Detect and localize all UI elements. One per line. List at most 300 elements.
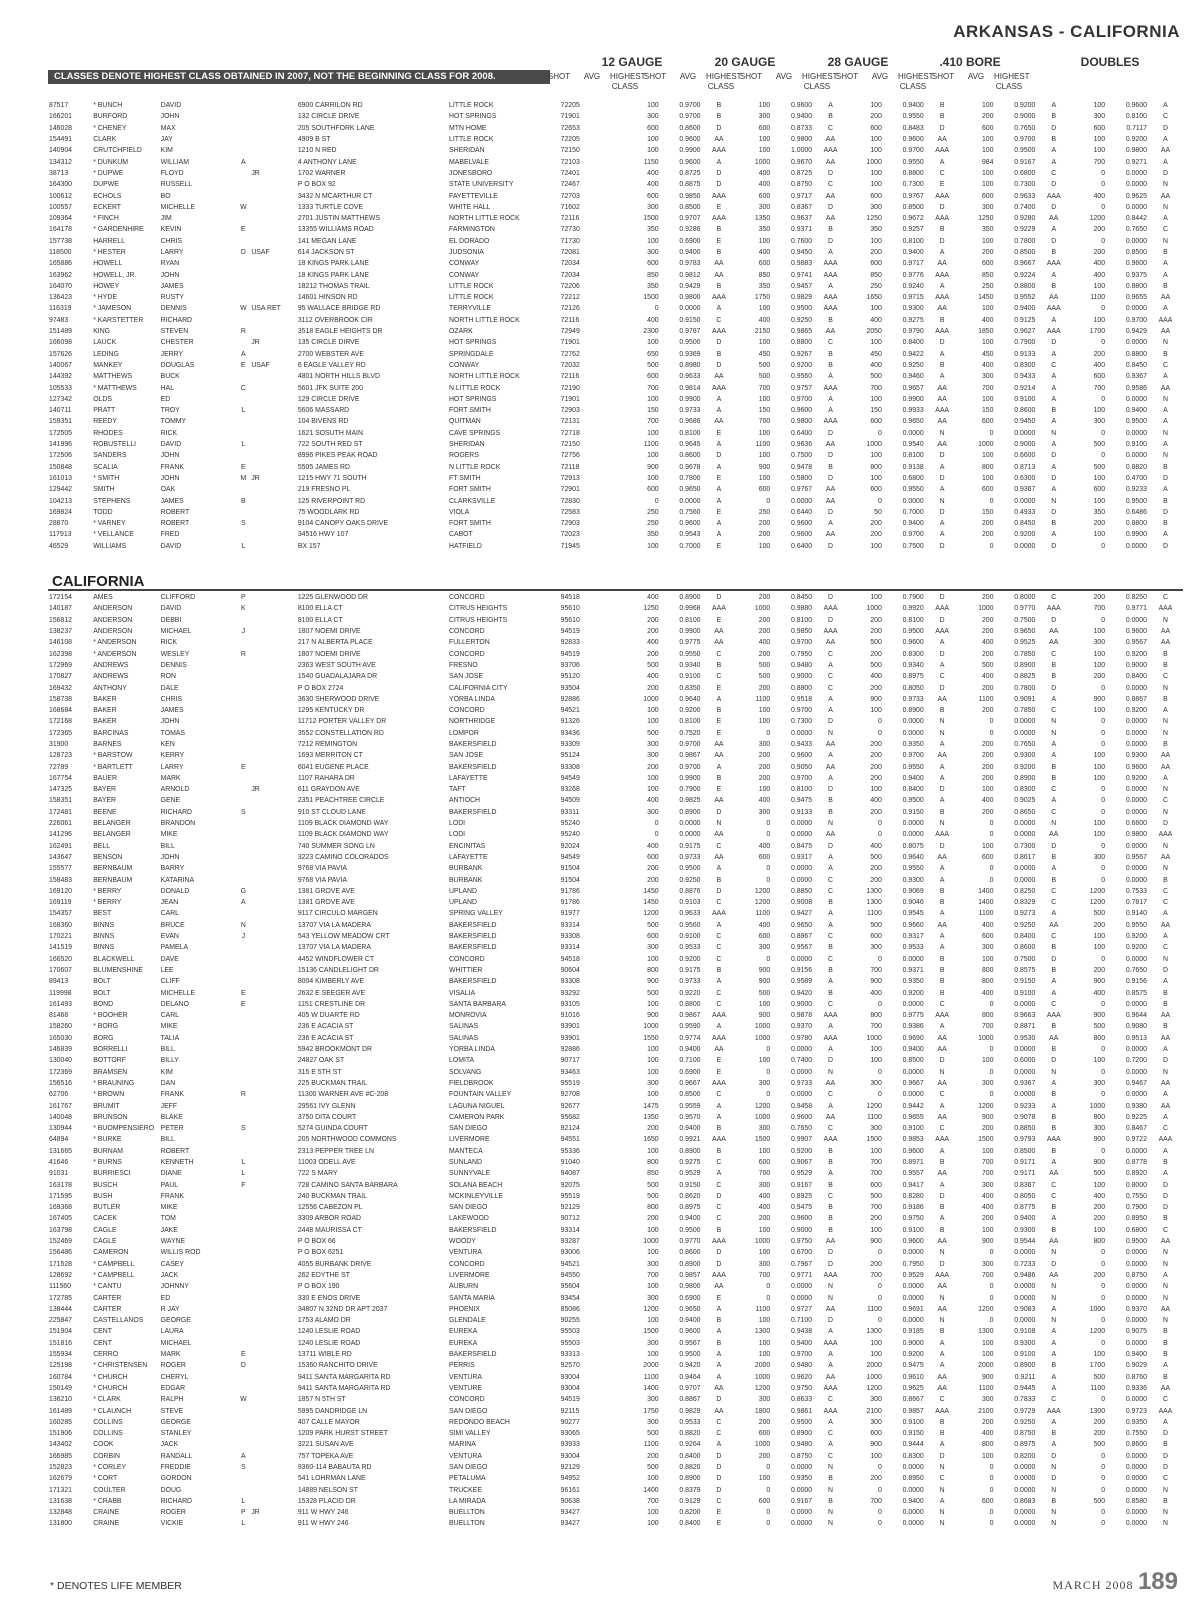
suffix: [250, 694, 297, 705]
shot-28: 0: [878, 1520, 882, 1528]
class-12: AA: [714, 1407, 724, 1415]
class-12: E: [716, 1294, 722, 1302]
initial: [236, 1236, 250, 1247]
shot-12: 300: [647, 1294, 659, 1302]
class-12: AA: [714, 1283, 724, 1291]
shot-12: 700: [647, 384, 659, 392]
life-member-note: * DENOTES LIFE MEMBER: [50, 1580, 182, 1592]
avg-410: 0.0000: [1014, 1317, 1036, 1325]
class-20: A: [828, 395, 833, 403]
issue-date: MARCH 2008: [1052, 1578, 1134, 1592]
avg-410: 0.7233: [1014, 1260, 1036, 1268]
shot-20: 900: [758, 966, 771, 974]
shot-dbl: 800: [1093, 1238, 1106, 1246]
last-name: HOWELL: [93, 260, 123, 268]
avg-12: 0.0000: [679, 831, 701, 839]
table-row: [48, 1066, 1183, 1077]
avg-20: 0.6440: [791, 508, 813, 516]
avg-dbl: 0.9429: [1125, 328, 1147, 336]
first-name: BARRY: [160, 865, 185, 873]
shot-410: 400: [981, 1204, 994, 1212]
address: 611 GRAYDON AVE: [297, 786, 360, 794]
shot-410: 100: [981, 955, 994, 963]
shot-28: 200: [870, 774, 882, 782]
avg-28: 0.8500: [902, 203, 924, 211]
shot-dbl: 100: [1093, 831, 1106, 839]
last-name: HOWELL, JR.: [93, 271, 137, 279]
suffix: [250, 1123, 297, 1134]
shot-dbl: 900: [1093, 1158, 1106, 1166]
avg-20: 0.9008: [791, 899, 813, 907]
first-name: MICHELLE: [160, 203, 196, 211]
table-row: [48, 1033, 1183, 1044]
class-20: B: [828, 989, 833, 997]
shot-dbl: 0: [1101, 741, 1106, 748]
avg-dbl: 0.0000: [1125, 1475, 1147, 1483]
class-28: B: [939, 1204, 945, 1212]
class-dbl: B: [1163, 350, 1168, 358]
avg-28: 0.9600: [902, 639, 924, 647]
table-row: [48, 1428, 1183, 1439]
class-12: AA: [714, 1384, 724, 1392]
class-410: AAA: [1046, 1012, 1061, 1020]
avg-410: 0.9133: [1014, 350, 1036, 358]
first-name: CLIFF: [160, 978, 180, 986]
avg-dbl: 0.9567: [1125, 853, 1147, 861]
member-id: 130944: [49, 1125, 72, 1133]
shot-12: 600: [647, 260, 659, 268]
zip: 93308: [560, 763, 580, 771]
address: 262 EDYTHE ST: [297, 1271, 350, 1279]
table-row: [48, 495, 1183, 506]
shot-410: 1100: [978, 695, 994, 703]
avg-dbl: 0.9200: [1125, 933, 1147, 941]
avg-28: 0.9691: [902, 1305, 924, 1313]
class-12: E: [716, 237, 722, 245]
last-name: CAMERON: [93, 1249, 129, 1257]
initial: B: [241, 497, 246, 505]
avg-20: 0.9420: [791, 989, 813, 997]
suffix: [250, 1394, 297, 1405]
shot-28: 2100: [866, 1407, 882, 1415]
class-410: N: [1051, 718, 1057, 726]
shot-12: 350: [647, 282, 659, 290]
member-id: 143402: [49, 1441, 72, 1449]
table-row: [48, 179, 1183, 190]
avg-28: 0.9550: [902, 113, 924, 121]
avg-20: 0.9600: [791, 1215, 813, 1223]
class-410: D: [1051, 203, 1057, 211]
first-name: TOMMY: [160, 418, 187, 426]
table-row: [48, 1304, 1183, 1315]
avg-dbl: 0.8450: [1125, 361, 1147, 369]
class-28: B: [939, 1328, 945, 1336]
avg-20: 0.9560: [791, 373, 813, 381]
initial: [236, 1146, 250, 1157]
last-name: LEDING: [93, 350, 119, 358]
last-name: LAUCK: [93, 339, 117, 347]
address: 722 S MARY: [297, 1170, 338, 1178]
shot-20: 400: [758, 316, 771, 324]
suffix: [250, 450, 297, 461]
zip: 94521: [560, 707, 580, 715]
suffix: [250, 134, 297, 145]
class-dbl: AA: [1160, 763, 1171, 771]
class-20: AAA: [823, 384, 838, 392]
suffix: [250, 976, 297, 987]
zip: 72103: [560, 158, 580, 166]
avg-410: 0.9667: [1014, 260, 1036, 268]
table-row: [48, 682, 1183, 693]
class-dbl: A: [1163, 271, 1168, 279]
initial: [236, 134, 250, 145]
member-id: 164070: [49, 282, 72, 290]
table-row: [48, 1247, 1183, 1258]
city: VENTURE: [449, 1384, 482, 1392]
address: 9768 VIA PAVIA: [297, 865, 348, 873]
shot-28: 100: [870, 452, 882, 460]
first-name: JACK: [160, 1441, 179, 1449]
class-28: A: [939, 865, 945, 873]
shot-28: 100: [870, 542, 882, 550]
avg-410: 0.0000: [1014, 1475, 1036, 1483]
shot-12: 1650: [643, 1136, 659, 1144]
avg-dbl: 0.0000: [1125, 1147, 1147, 1155]
shot-20: 1500: [754, 1136, 771, 1144]
address: 95 WALLACE BRIDGE RD: [297, 305, 381, 313]
avg-12: 0.9733: [679, 853, 701, 861]
table-row: [48, 416, 1183, 427]
shot-20: 0: [766, 1520, 771, 1528]
shot-28: 0: [878, 729, 882, 737]
class-410: A: [1051, 1079, 1057, 1087]
member-id: 156486: [49, 1249, 72, 1257]
address: 1109 BLACK DIAMOND WAY: [297, 820, 389, 828]
class-28: AA: [937, 921, 947, 929]
table-row: [48, 1270, 1183, 1281]
avg-28: 0.9500: [902, 797, 924, 805]
last-name: SMITH: [93, 486, 115, 494]
member-id: 172168: [49, 718, 72, 726]
address: 34516 HWY 107: [297, 531, 349, 539]
suffix: USAF: [251, 361, 270, 369]
member-id: 162679: [49, 1475, 72, 1483]
zip: 72116: [560, 316, 580, 324]
first-name: BRUCE: [160, 921, 185, 929]
avg-12: 0.9543: [679, 531, 701, 539]
city: EL DORADO: [449, 237, 490, 245]
avg-20: 0.9800: [791, 136, 813, 144]
shot-12: 500: [647, 661, 659, 669]
address: 1702 WARNER: [297, 169, 346, 177]
avg-20: 0.6400: [791, 429, 813, 437]
first-name: MICHAEL: [160, 628, 192, 636]
shot-410: 600: [981, 192, 994, 200]
class-410: AAA: [1046, 605, 1061, 613]
shot-20: 300: [758, 741, 771, 748]
subheader-highest: HIGHEST: [994, 72, 1030, 81]
class-dbl: AA: [1160, 192, 1171, 200]
shot-12: 400: [647, 594, 659, 602]
member-id: 172369: [49, 1068, 72, 1076]
shot-28: 600: [870, 933, 882, 941]
class-dbl: N: [1162, 1294, 1168, 1302]
avg-28: 0.9350: [902, 978, 924, 986]
initial: [236, 190, 250, 201]
avg-20: 0.6400: [791, 542, 813, 550]
member-id: 158738: [49, 695, 72, 703]
member-id: 146028: [49, 124, 72, 132]
shot-410: 0: [989, 1091, 994, 1099]
address: 6900 CARRILON RD: [297, 102, 363, 110]
class-410: A: [1051, 1215, 1057, 1223]
avg-20: 0.8750: [791, 1452, 813, 1460]
class-28: A: [939, 1023, 945, 1031]
page-title: ARKANSAS - CALIFORNIA: [953, 22, 1180, 41]
shot-20: 200: [758, 628, 771, 636]
suffix: [250, 739, 297, 750]
shot-dbl: 350: [1093, 508, 1106, 516]
city: LODI: [449, 831, 466, 839]
class-dbl: N: [1162, 616, 1168, 624]
class-410: B: [1051, 282, 1057, 290]
avg-dbl: 0.7200: [1125, 1057, 1147, 1065]
shot-dbl: 1000: [1089, 1102, 1106, 1110]
address: 541 LOHRMAN LANE: [297, 1475, 366, 1483]
shot-410: 100: [981, 474, 994, 482]
class-410: B: [1051, 876, 1057, 884]
city: QUITMAN: [449, 418, 481, 426]
class-410: AA: [1049, 1034, 1059, 1042]
class-28: C: [939, 1000, 945, 1008]
avg-410: 0.8300: [1014, 361, 1036, 369]
member-id: 170827: [49, 673, 72, 681]
shot-dbl: 0: [1101, 1396, 1106, 1404]
class-dbl: AA: [1160, 639, 1171, 647]
city: FORT SMITH: [449, 486, 491, 494]
avg-28: 0.9857: [902, 1407, 924, 1415]
last-name: BERNBAUM: [93, 865, 133, 873]
avg-410: 0.9486: [1014, 1271, 1036, 1279]
class-12: A: [716, 978, 722, 986]
shot-dbl: 100: [1093, 661, 1106, 669]
city: SAN DIEGO: [449, 1125, 488, 1133]
last-name: BINNS: [93, 921, 115, 929]
avg-20: 0.9780: [791, 1034, 813, 1042]
class-28: D: [939, 1260, 945, 1268]
first-name: DOUGLAS: [160, 361, 195, 369]
address: 1381 GROVE AVE: [297, 887, 355, 895]
shot-12: 500: [647, 921, 659, 929]
zip: 71901: [560, 395, 580, 403]
address: 3309 ARBOR ROAD: [297, 1215, 362, 1223]
shot-28: 200: [870, 113, 882, 121]
avg-20: 0.9620: [791, 1373, 813, 1381]
suffix: USA RET: [251, 305, 281, 313]
avg-20: 0.9733: [791, 1079, 813, 1087]
first-name: JAMES: [160, 707, 184, 715]
avg-20: 0.9865: [791, 328, 813, 336]
member-id: 128723: [49, 752, 72, 760]
class-20: B: [828, 1226, 833, 1234]
avg-410: 0.0000: [1014, 1486, 1036, 1494]
last-name: * BERRY: [93, 899, 122, 907]
suffix: [250, 1451, 297, 1462]
avg-20: 0.0000: [791, 1520, 813, 1528]
avg-20: 0.0000: [791, 1294, 813, 1302]
first-name: STEVEN: [160, 328, 189, 336]
avg-12: 0.8100: [679, 718, 701, 726]
class-28: AA: [937, 1079, 947, 1087]
suffix: [250, 728, 297, 739]
class-20: B: [828, 966, 833, 974]
avg-12: 0.8875: [679, 181, 701, 189]
first-name: TOMAS: [160, 729, 186, 737]
member-id: 166985: [49, 1452, 72, 1460]
avg-20: 0.8867: [791, 933, 813, 941]
table-row: [48, 874, 1183, 885]
avg-28: 0.9667: [902, 1079, 924, 1087]
address: 9411 SANTA MARGARITA RD: [297, 1373, 391, 1381]
shot-20: 1000: [754, 605, 771, 613]
avg-410: 0.8250: [1014, 887, 1036, 895]
zip: 92024: [560, 842, 580, 850]
member-id: 127342: [49, 395, 72, 403]
shot-12: 100: [647, 395, 659, 403]
shot-20: 100: [758, 1057, 771, 1065]
class-20: N: [828, 729, 834, 737]
table-row: [48, 1451, 1183, 1462]
avg-dbl: 0.9367: [1125, 373, 1147, 381]
last-name: * FINCH: [93, 215, 119, 223]
class-dbl: N: [1162, 1520, 1168, 1528]
class-410: AA: [1049, 1238, 1059, 1246]
class-28: N: [939, 1068, 945, 1076]
class-dbl: AA: [1160, 1034, 1171, 1042]
first-name: BILL: [160, 842, 175, 850]
shot-dbl: 0: [1101, 1249, 1106, 1257]
class-dbl: B: [1163, 497, 1168, 505]
shot-dbl: 100: [1093, 136, 1106, 144]
avg-12: 0.9800: [679, 294, 701, 302]
last-name: CAGLE: [93, 1238, 117, 1246]
class-dbl: N: [1162, 181, 1168, 189]
avg-410: 0.8975: [1014, 1441, 1036, 1449]
class-410: B: [1051, 673, 1057, 681]
shot-dbl: 100: [1093, 282, 1106, 290]
class-dbl: AA: [1160, 628, 1171, 636]
city: BAKERSFIELD: [449, 1351, 497, 1359]
first-name: LARRY: [160, 249, 184, 256]
avg-dbl: 0.0000: [1125, 729, 1147, 737]
shot-20: 100: [758, 1226, 771, 1234]
table-row: [48, 145, 1183, 156]
first-name: MIKE: [160, 1204, 178, 1212]
member-id: 136423: [49, 294, 72, 302]
shot-dbl: 100: [1093, 944, 1106, 952]
shot-dbl: 0: [1101, 542, 1106, 550]
suffix: [250, 1134, 297, 1145]
last-name: SCALIA: [93, 463, 118, 471]
zip: 94519: [560, 1396, 580, 1404]
avg-12: 0.9900: [679, 628, 701, 636]
shot-dbl: 1200: [1089, 215, 1106, 223]
avg-410: 0.9300: [1014, 1339, 1036, 1347]
class-20: AA: [825, 497, 836, 505]
last-name: ANDERSON: [93, 628, 133, 636]
shot-28: 100: [870, 136, 882, 144]
class-12: D: [716, 808, 722, 816]
avg-410: 0.8775: [1014, 1204, 1036, 1212]
city: LODI: [449, 820, 466, 828]
class-410: A: [1051, 1158, 1057, 1166]
class-410: B: [1051, 1125, 1057, 1133]
member-id: 172969: [49, 661, 72, 669]
first-name: DALE: [160, 684, 179, 692]
city: CITRUS HEIGHTS: [449, 616, 508, 624]
class-20: B: [828, 361, 833, 369]
class-28: A: [939, 282, 945, 290]
avg-dbl: 0.8500: [1125, 249, 1147, 256]
class-dbl: A: [1163, 1113, 1168, 1121]
shot-410: 1400: [978, 887, 994, 895]
last-name: * CAMPBELL: [93, 1271, 135, 1279]
avg-28: 0.9550: [902, 486, 924, 494]
member-id: 38713: [49, 169, 69, 177]
class-28: AAA: [935, 628, 950, 636]
class-dbl: B: [1163, 1351, 1168, 1359]
class-20: N: [828, 1520, 834, 1528]
avg-410: 0.9280: [1014, 215, 1036, 223]
last-name: * CHURCH: [93, 1373, 128, 1381]
suffix: [250, 841, 297, 852]
city: SUNLAND: [449, 1158, 482, 1166]
class-20: N: [828, 1464, 834, 1471]
initial: [236, 671, 250, 682]
shot-410: 100: [981, 786, 994, 794]
class-20: AAA: [823, 605, 838, 613]
city: MCKINLEYVILLE: [449, 1192, 504, 1200]
avg-20: 0.9400: [791, 113, 813, 121]
city: UPLAND: [449, 887, 477, 895]
last-name: CRAINE: [93, 1520, 120, 1528]
avg-410: 0.0000: [1014, 831, 1036, 839]
class-12: D: [716, 339, 722, 347]
avg-410: 0.8900: [1014, 774, 1036, 782]
shot-12: 400: [647, 316, 659, 324]
table-row: [48, 852, 1183, 863]
class-20: C: [828, 1192, 834, 1200]
class-28: B: [939, 1226, 945, 1234]
member-id: 157738: [49, 237, 72, 245]
class-20: AAA: [823, 418, 838, 426]
shot-28: 0: [878, 429, 882, 437]
last-name: CAGLE: [93, 1226, 117, 1234]
shot-410: 400: [981, 921, 994, 929]
class-dbl: A: [1163, 910, 1168, 918]
shot-410: 700: [981, 1271, 994, 1279]
class-20: B: [828, 1475, 833, 1483]
shot-dbl: 0: [1101, 203, 1106, 211]
shot-12: 500: [647, 729, 659, 737]
shot-12: 900: [647, 463, 659, 471]
class-dbl: B: [1163, 1023, 1168, 1031]
avg-28: 0.9400: [902, 1046, 924, 1054]
shot-12: 250: [647, 508, 659, 516]
shot-20: 1000: [754, 1238, 771, 1246]
shot-410: 200: [981, 1418, 994, 1426]
member-id: 166201: [49, 113, 72, 121]
